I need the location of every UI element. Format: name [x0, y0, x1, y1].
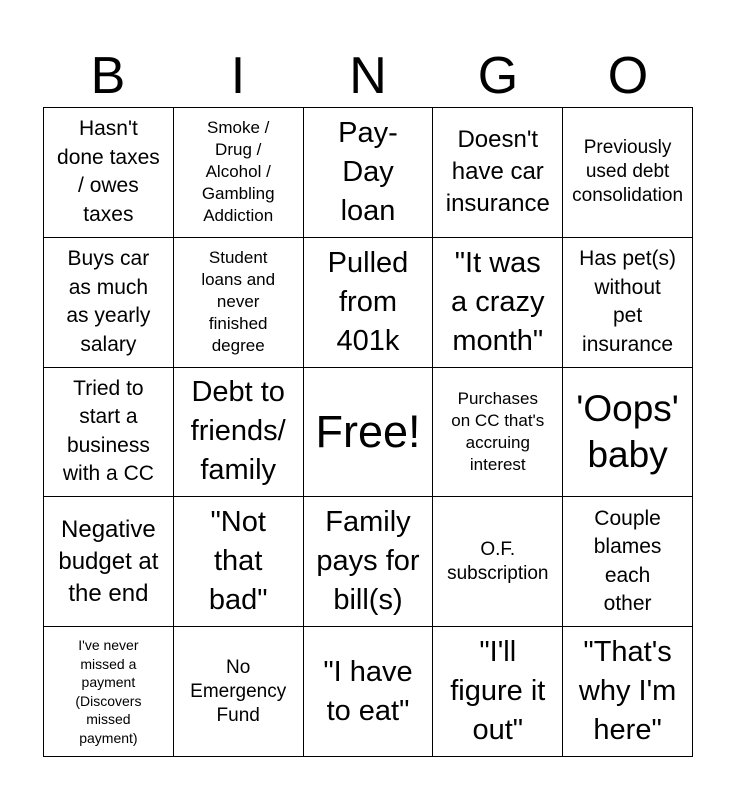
cell-text: Student loans and never finished degree: [201, 248, 276, 356]
free-space[interactable]: [304, 368, 434, 498]
cell-text: O.F. subscription: [447, 538, 549, 584]
bingo-cell[interactable]: [44, 627, 174, 757]
cell-text: Couple blames each other: [593, 506, 662, 616]
bingo-cell[interactable]: [44, 368, 174, 498]
cell-text: "That's why I'm here": [578, 636, 677, 747]
header-letter-o: O: [607, 47, 649, 105]
header-letter-g: G: [477, 47, 519, 105]
bingo-cell[interactable]: [174, 497, 304, 627]
bingo-cell[interactable]: [304, 497, 434, 627]
cell-text: Debt to friends/ family: [190, 376, 286, 487]
bingo-cell[interactable]: [44, 497, 174, 627]
cell-text: Doesn't have car insurance: [445, 126, 550, 218]
bingo-cell[interactable]: [433, 497, 563, 627]
cell-text: Family pays for bill(s): [316, 506, 420, 617]
bingo-cell[interactable]: [44, 238, 174, 368]
bingo-cell[interactable]: [304, 238, 434, 368]
cell-text: I've never missed a payment (Discovers missed payment): [75, 637, 142, 746]
cell-text: No Emergency Fund: [190, 656, 287, 726]
cell-text: Tried to start a business with a CC: [62, 376, 154, 486]
cell-text: "It was a crazy month": [451, 246, 545, 357]
cell-text: Has pet(s) without pet insurance: [579, 247, 677, 356]
header-letter-i: I: [230, 47, 246, 105]
cell-text: 'Oops' baby: [576, 387, 679, 475]
cell-text: Hasn't done taxes / owes taxes: [57, 117, 160, 226]
cell-text: Previously used debt consolidation: [572, 137, 684, 207]
bingo-cell[interactable]: [174, 627, 304, 757]
bingo-cell[interactable]: [433, 368, 563, 498]
bingo-cell[interactable]: [174, 108, 304, 238]
bingo-cell[interactable]: [433, 238, 563, 368]
bingo-header: [43, 45, 693, 107]
bingo-cell[interactable]: [174, 368, 304, 498]
bingo-cell[interactable]: [563, 238, 693, 368]
bingo-cell[interactable]: [304, 108, 434, 238]
cell-text: Buys car as much as yearly salary: [66, 247, 151, 356]
cell-text: Pay- Day loan: [338, 116, 398, 227]
bingo-cell[interactable]: [174, 238, 304, 368]
cell-text: "I'll figure it out": [450, 636, 546, 747]
cell-text: Free!: [315, 405, 421, 457]
header-letter-b: B: [90, 47, 126, 105]
bingo-cell[interactable]: [433, 108, 563, 238]
cell-text: "Not that bad": [208, 506, 268, 617]
bingo-cell[interactable]: [433, 627, 563, 757]
bingo-grid: [43, 107, 693, 757]
cell-text: Smoke / Drug / Alcohol / Gambling Addiction: [201, 118, 275, 226]
bingo-cell[interactable]: [563, 627, 693, 757]
bingo-cell[interactable]: [304, 627, 434, 757]
bingo-cell[interactable]: [44, 108, 174, 238]
bingo-cell[interactable]: [563, 108, 693, 238]
cell-text: Negative budget at the end: [58, 515, 159, 607]
cell-text: "I have to eat": [323, 655, 413, 727]
cell-text: Purchases on CC that's accruing interest: [451, 388, 545, 474]
bingo-cell[interactable]: [563, 368, 693, 498]
cell-text: Pulled from 401k: [327, 246, 409, 357]
bingo-cell[interactable]: [563, 497, 693, 627]
header-letter-n: N: [349, 47, 387, 105]
